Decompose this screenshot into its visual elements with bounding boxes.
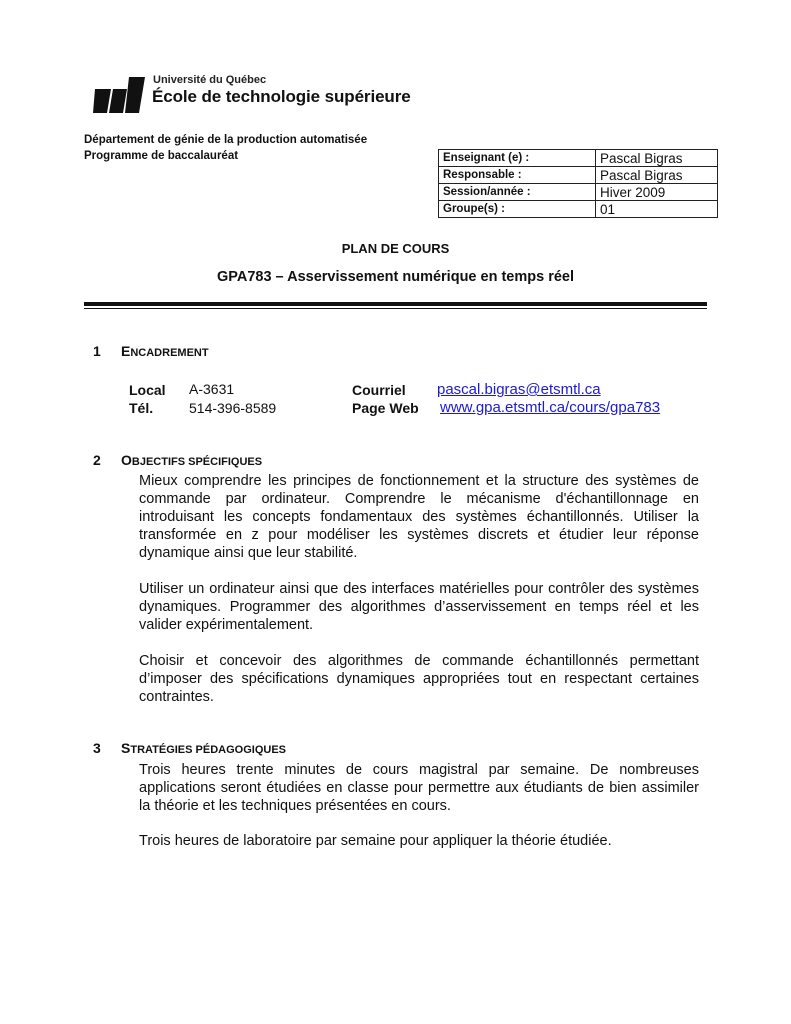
tel-label: Tél. — [129, 400, 154, 416]
section-title-initial: E — [121, 343, 131, 359]
school-name: École de technologie supérieure — [152, 87, 411, 106]
table-value: Pascal Bigras — [596, 150, 718, 167]
section-title-strategies — [121, 740, 286, 756]
objectifs-paragraph-3: Choisir et concevoir des algorithmes de commande échantillonnés permettant d’imposer des spécifications dynamiques appropriées tout en respectant certaines contraintes. — [139, 653, 699, 705]
objectifs-paragraph-2: Utiliser un ordinateur ainsi que des interfaces matérielles pour contrôler des systèmes dynamiques. Programmer des algorithmes d’asservissement en temps réel et les valider expérimentalement. — [139, 581, 699, 633]
strategies-paragraph-1: Trois heures trente minutes de cours magistral par semaine. De nombreuses applications seront étudiées en classe pour permettre aux étudiants de bien assimiler la théorie et les techniques présentées en cours. — [139, 762, 699, 814]
table-row — [439, 201, 718, 218]
course-title: GPA783 – Asservissement numérique en temps réel — [216, 269, 575, 285]
section-number: 1 — [93, 343, 101, 359]
email-link[interactable]: pascal.bigras@etsmtl.ca — [437, 381, 601, 398]
table-row — [439, 150, 718, 167]
table-value: Pascal Bigras — [596, 167, 718, 184]
tel-value: 514-396-8589 — [189, 400, 277, 416]
objectifs-paragraph-1: Mieux comprendre les principes de fonctionnement et la structure des systèmes de commande par ordinateur. Comprendre le mécanisme d'échantillonnage en introduisant les concepts fondamentaux des systèmes échantillonnés. Utiliser la transformée en z pour modéliser les systèmes discrets et étudier leur réponse dynamique ainsi que leur stabilité. — [139, 473, 699, 561]
local-value: A-3631 — [189, 381, 235, 397]
table-row — [439, 167, 718, 184]
department-name: Département de génie de la production automatisée — [84, 134, 368, 146]
title-divider-thick — [84, 302, 707, 306]
document-type-title: PLAN DE COURS — [341, 241, 450, 256]
web-link[interactable]: www.gpa.etsmtl.ca/cours/gpa783 — [440, 399, 661, 416]
section-title-initial: S — [121, 740, 131, 756]
table-key: Session/année : — [439, 184, 596, 201]
local-label: Local — [129, 382, 166, 398]
table-value: Hiver 2009 — [596, 184, 718, 201]
section-number: 3 — [93, 740, 101, 756]
section-title-rest: TRATÉGIES PÉDAGOGIQUES — [130, 744, 286, 756]
web-label: Page Web — [352, 400, 419, 416]
table-key: Enseignant (e) : — [439, 150, 596, 167]
table-row — [439, 184, 718, 201]
section-title-objectifs — [121, 452, 262, 468]
strategies-paragraph-2: Trois heures de laboratoire par semaine pour appliquer la théorie étudiée. — [139, 833, 612, 849]
section-title-rest: BJECTIFS SPÉCIFIQUES — [131, 456, 263, 468]
table-key: Groupe(s) : — [439, 201, 596, 218]
program-name: Programme de baccalauréat — [84, 150, 239, 162]
title-divider-thin — [84, 308, 707, 309]
table-value: 01 — [596, 201, 718, 218]
department-block — [84, 132, 367, 164]
table-key: Responsable : — [439, 167, 596, 184]
section-number: 2 — [93, 452, 101, 468]
section-title-encadrement — [121, 343, 209, 359]
email-label: Courriel — [352, 382, 406, 398]
ets-logo-icon — [93, 75, 145, 115]
course-info-table — [438, 149, 718, 218]
university-name: Université du Québec — [153, 74, 267, 86]
section-title-initial: O — [121, 452, 132, 468]
section-title-rest: NCADREMENT — [130, 347, 209, 359]
